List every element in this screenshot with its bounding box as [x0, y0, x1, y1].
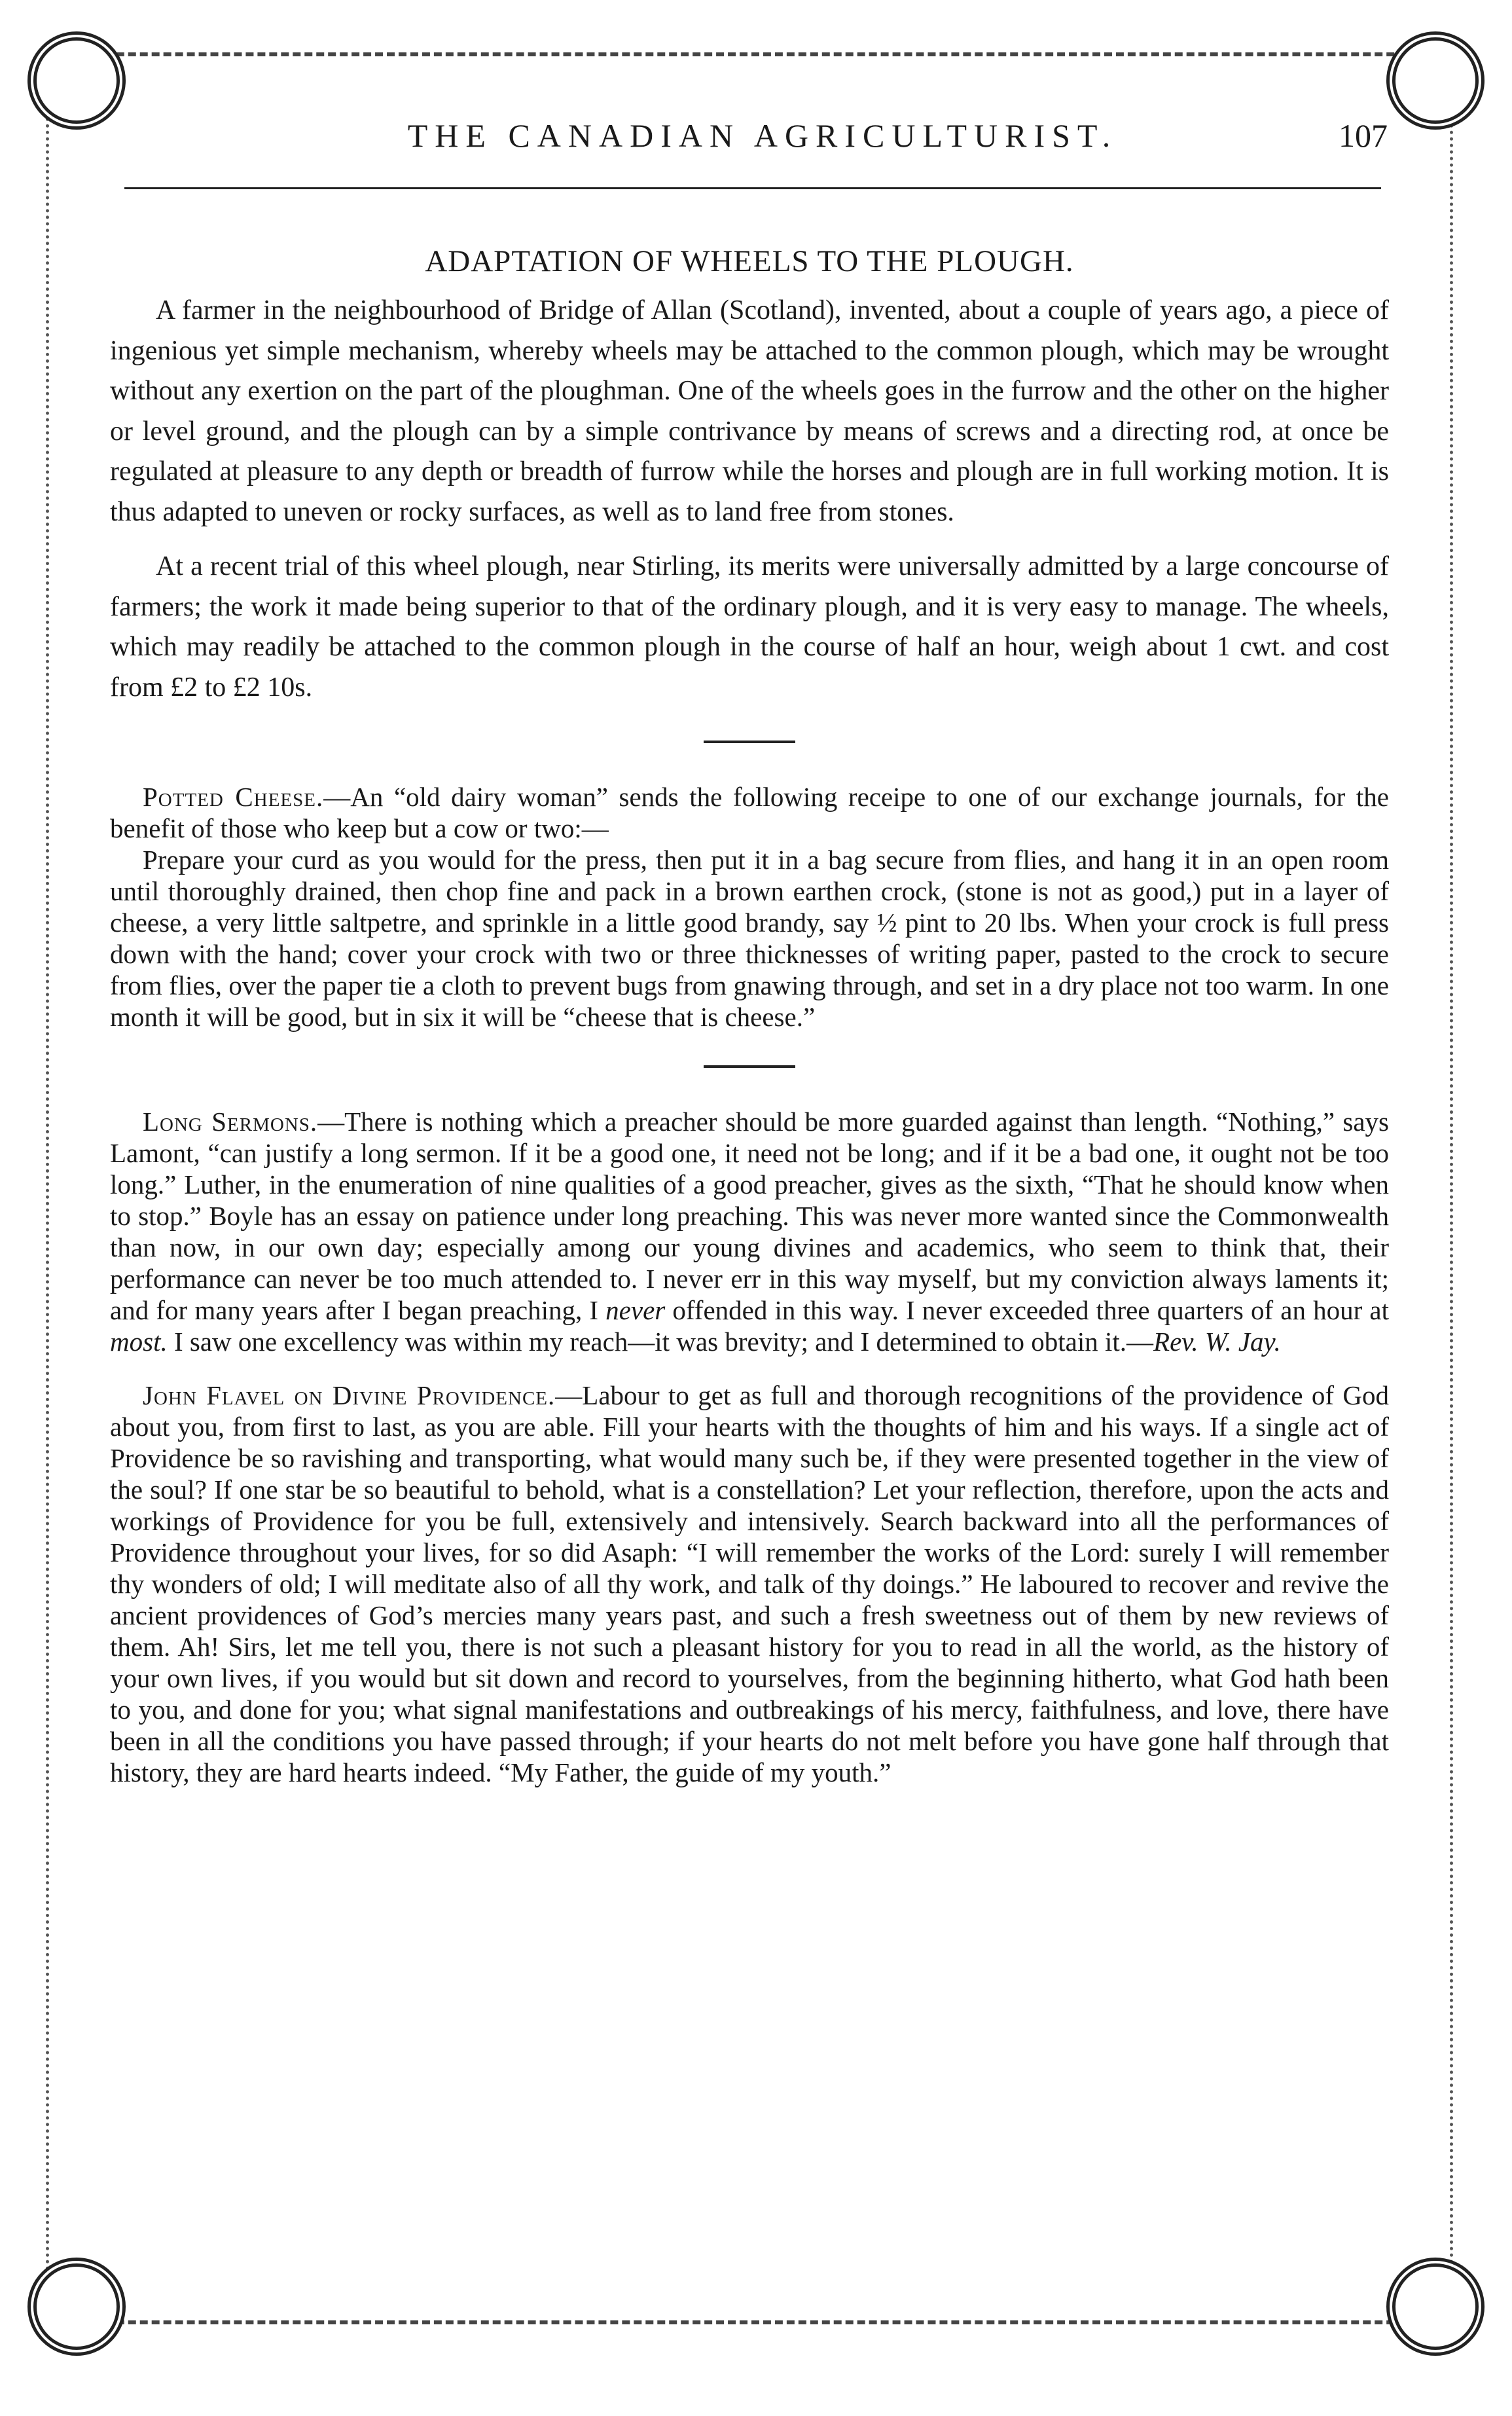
article-paragraph: A farmer in the neighbourhood of Bridge of Allan (Scotland), invented, about a couple of years ago, a piece of ingenious yet simple mechanism, whereby wheels may be attached to the common plough, which may be wrought without any exertion on the part of the ploughman. One of the wheels goes in the furrow and the other on the higher or level ground, and the plough can by a simple contrivance by means of screws and a directing rod, at once be regulated at pleasure to any depth or breadth of furrow while the horses and plough are in full working motion. It is thus adapted to uneven or rocky surfaces, as well as to land free from stones.	[110, 295, 1389, 527]
article-text: —There is nothing which a preacher should be more guarded against than length. “Nothing,” says Lamont, “can justify a long sermon. If it be a good one, it need not be long; and if it be a bad one, it ought not be too long.” Luther, in the enumeration of nine qualities of a good preacher, gives as the sixth, “That he should know when to stop.” Boyle has an essay on patience under long preaching. This was never more wanted since the Commonwealth than now, in our own day; especially among our young divines and academics, who seem to think that, their performance can never be too much attended to. I never err in this way myself, but my conviction always laments it; and for many years after I began preaching, I	[110, 1107, 1389, 1325]
article-text: —An “old dairy woman” sends the following receipe to one of our exchange journals, for the benefit of those who keep but a cow or two:—	[110, 782, 1389, 843]
article-heading: John Flavel on Divine Providence.	[143, 1380, 556, 1410]
article-paragraph	[110, 1380, 1389, 1788]
emphasis-text: most.	[110, 1327, 168, 1357]
article-paragraph: Prepare your curd as you would for the press, then put it in a bag secure from flies, and hang it in an open room until thoroughly drained, then chop fine and pack in a brown earthen crock, (stone is not as good,) put in a layer of cheese, a very little saltpetre, and sprinkle in a little good brandy, say ½ pint to 20 lbs. When your crock is full press down with the hand; cover your crock with two or three thicknesses of writing paper, pasted to the crock to secure from flies, over the paper tie a cloth to prevent bugs from gnawing through, and set in a dry place not too warm. In one month it will be good, but in six it will be “cheese that is cheese.”	[110, 845, 1389, 1032]
page-number: 107	[1339, 117, 1388, 154]
article-author: Rev. W. Jay.	[1153, 1327, 1281, 1357]
article-heading: Long Sermons.	[143, 1107, 318, 1137]
article-wheels	[110, 291, 1389, 708]
running-title: THE CANADIAN AGRICULTURIST.	[407, 117, 1118, 154]
page-header	[124, 117, 1401, 169]
page-content	[110, 208, 1389, 1788]
section-divider	[704, 1065, 795, 1068]
corner-ornament-icon	[1386, 2258, 1485, 2356]
corner-ornament-icon	[27, 2258, 126, 2356]
section-divider	[704, 741, 795, 743]
article-flavel	[110, 1380, 1389, 1788]
article-text: I saw one excellency was within my reach—it was brevity; and I determined to obtain it.—	[167, 1327, 1154, 1357]
article-heading: Potted Cheese.	[143, 782, 324, 812]
article-text: —Labour to get as full and thorough recognitions of the providence of God about you, from first to last, as you are able. Fill your hearts with the thoughts of him and his ways. If a single act of Providence be so ravishing and transporting, what would many such be, if they were presented together in the view of the soul? If one star be so beautiful to behold, what is a constellation? Let your reflection, therefore, upon the acts and workings of Providence for you be full, extensively and intensively. Search backward into all the performances of Providence throughout your lives, for so did Asaph: “I will remember the works of the Lord: surely I will remember thy wonders of old; I will meditate also of all thy work, and talk of thy doings.” He laboured to recover and revive the ancient providences of God’s mercies many years past, and such a fresh sweetness out of them by new reviews of them. Ah! Sirs, let me tell you, there is not such a pleasant history for you to read in all the world, as the history of your own lives, if you would but sit down and record to yourselves, from the beginning hitherto, what God hath been to you, and done for you; what signal manifestations and outbreakings of his mercy, faithfulness, and love, there have been in all the conditions you have passed through; if your hearts do not melt before you have gone half through that history, they are hard hearts indeed. “My Father, the guide of my youth.”	[110, 1380, 1389, 1787]
article-paragraph: At a recent trial of this wheel plough, near Stirling, its merits were universally admitted by a large concourse of farmers; the work it made being superior to that of the ordinary plough, and it is very easy to manage. The wheels, which may readily be attached to the common plough in the course of half an hour, weigh about 1 cwt. and cost from £2 to £2 10s.	[110, 551, 1389, 703]
article-paragraph	[110, 781, 1389, 844]
corner-ornament-icon	[1386, 31, 1485, 130]
article-title: ADAPTATION OF WHEELS TO THE PLOUGH.	[425, 244, 1074, 278]
article-cheese	[110, 781, 1389, 1033]
emphasis-text: never	[605, 1295, 666, 1325]
article-paragraph	[110, 1106, 1389, 1357]
corner-ornament-icon	[27, 31, 126, 130]
article-sermons	[110, 1106, 1389, 1357]
header-rule	[124, 187, 1381, 189]
article-text: offended in this way. I never exceeded three quarters of an hour at	[665, 1295, 1389, 1325]
